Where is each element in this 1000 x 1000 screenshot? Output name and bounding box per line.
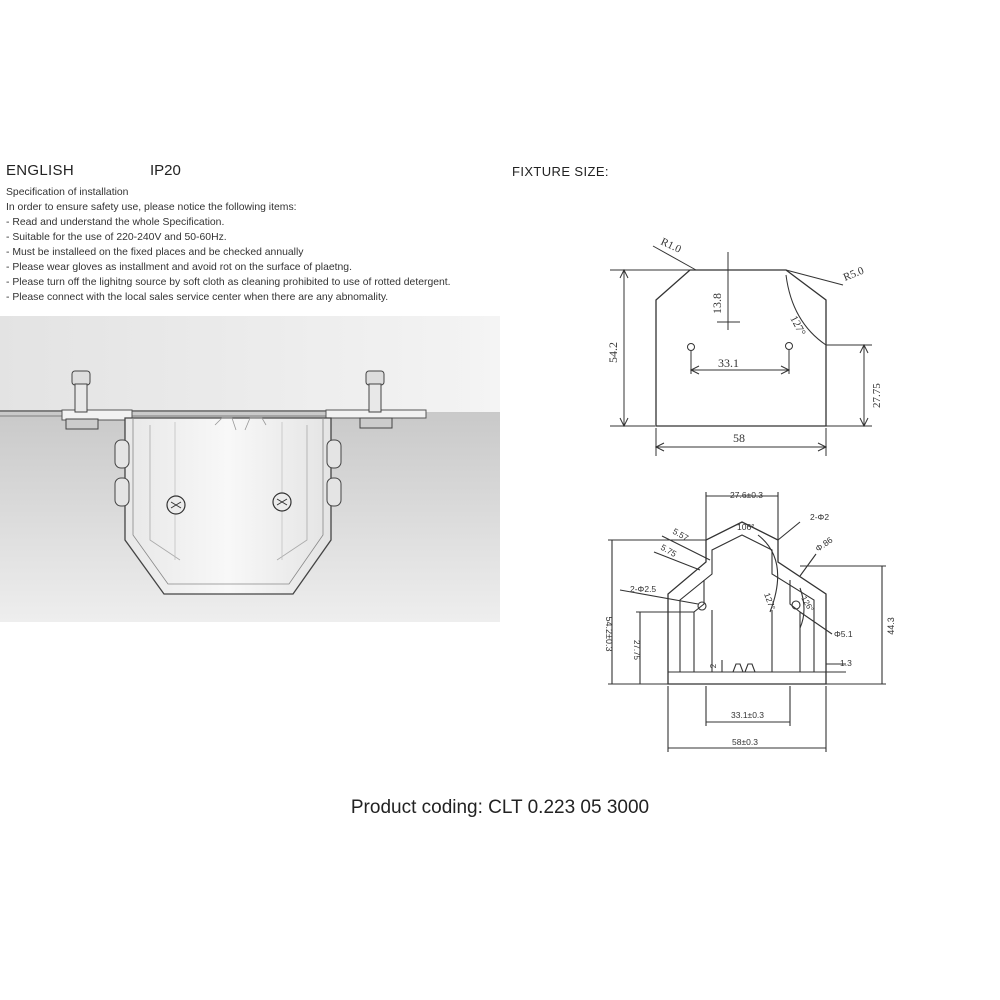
spec-item: - Please connect with the local sales service center when there are any abnomality. [6,292,389,303]
language-label: ENGLISH [6,162,74,179]
hole-spacing-label: 33.1±0.3 [731,710,765,720]
inner-height-label: 44.3 [886,617,896,635]
dia-b-label: Φ5.1 [834,629,853,639]
holes-b-label: 2-Φ2.5 [630,584,657,594]
fixture-size-label: FIXTURE SIZE: [512,164,609,179]
spec-item: - Please turn off the lighitng source by soft cloth as cleaning prohibited to use of rotted detergent. [6,277,451,288]
base-label: 2 [709,663,718,669]
spec-item: - Must be installeed on the fixed places and be checked annually [6,247,304,258]
angle-side-label: 126° [799,594,816,614]
installation-illustration [0,316,500,622]
r-small-label: R1.0 [658,235,683,256]
spec-title: Specification of installation [6,187,129,198]
top-dimension-drawing [610,246,872,456]
spec-intro: In order to ensure safety use, please notice the following items: [6,202,297,213]
angle-top-label: 106° [737,522,755,532]
spec-item: - Please wear gloves as installment and avoid rot on the surface of plaetng. [6,262,352,273]
holes-a-label: 2-Φ2 [810,512,830,522]
top-outline [656,270,826,426]
height-label: 54.2 [606,342,620,363]
spec-item: - Read and understand the whole Specification. [6,217,225,228]
top-width-label: 27.6±0.3 [730,490,764,500]
depth-label: 13.8 [710,293,724,314]
angle-label: 127° [787,313,808,338]
r-large-label: R5.0 [841,264,866,284]
hole-height-label: 27.75 [632,639,641,661]
top-dimension-labels [606,236,883,445]
dia-a-label: Φ.86 [813,534,835,554]
bottom-profile-labels [604,490,896,747]
hole-height-label: 27.75 [871,383,883,408]
hole-spacing-label: 33.1 [718,356,739,370]
spec-item: - Suitable for the use of 220-240V and 50-60Hz. [6,232,227,243]
height-label: 54.2±0.3 [604,616,614,652]
wall-b-label: 5.75 [659,542,679,560]
width-label: 58±0.3 [732,737,758,747]
wall-a-label: 5.57 [671,526,691,544]
ip-rating: IP20 [150,162,181,179]
thickness-label: 1.3 [840,658,852,668]
product-coding: Product coding: CLT 0.223 05 3000 [350,797,650,818]
width-label: 58 [733,431,745,445]
angle-mid-label: 127° [762,591,778,612]
